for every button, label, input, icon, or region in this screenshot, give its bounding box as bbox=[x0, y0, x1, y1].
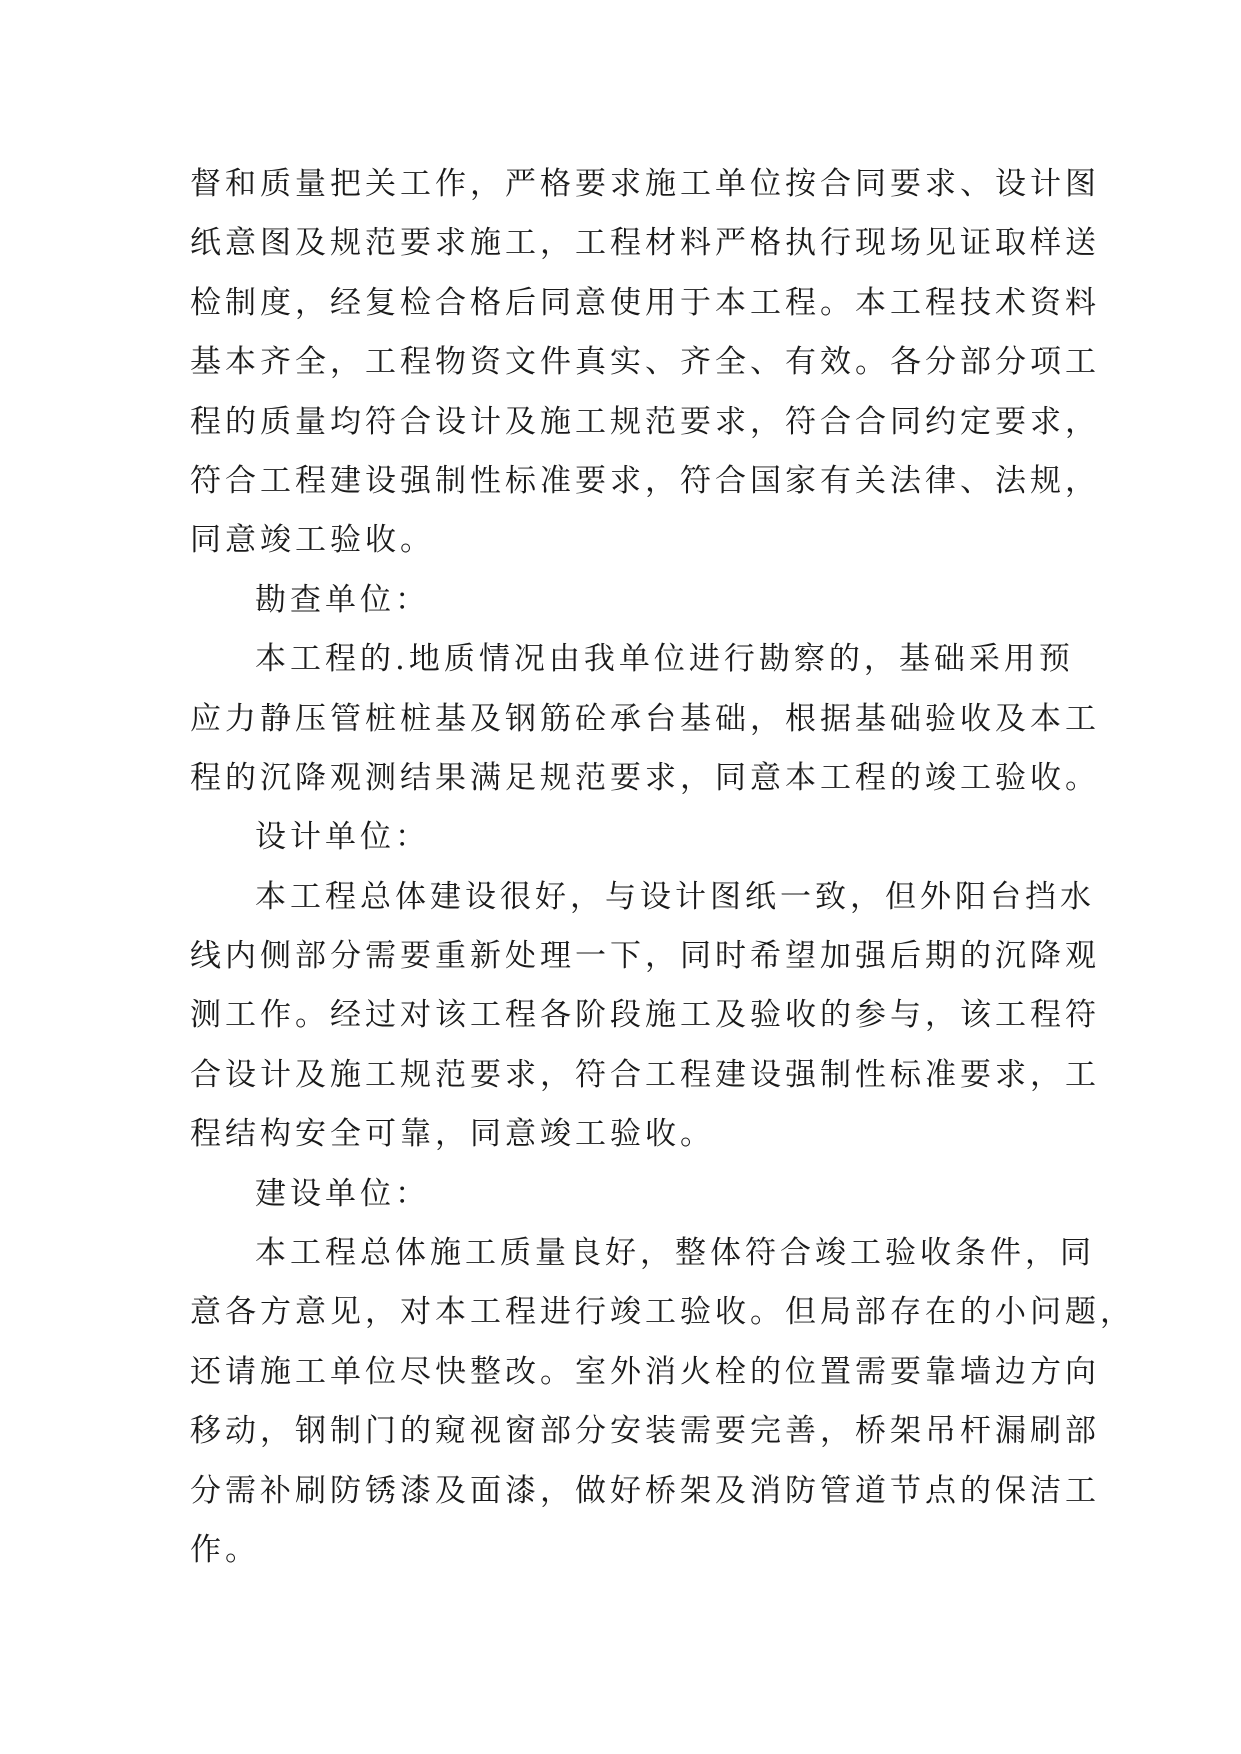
text-line: 作。 bbox=[190, 1531, 260, 1568]
text-line: 纸意图及规范要求施工，工程材料严格执行现场见证取样送 bbox=[190, 225, 1100, 262]
text-line: 督和质量把关工作，严格要求施工单位按合同要求、设计图 bbox=[190, 166, 1100, 202]
text-line: 测工作。经过对该工程各阶段施工及验收的参与，该工程符 bbox=[190, 997, 1100, 1034]
text-line: 移动，钢制门的窥视窗部分安装需要完善，桥架吊杆漏刷部 bbox=[190, 1413, 1100, 1450]
text-line: 分需补刷防锈漆及面漆，做好桥架及消防管道节点的保洁工 bbox=[190, 1472, 1100, 1509]
text-line: 意各方意见，对本工程进行竣工验收。但局部存在的小问题， bbox=[190, 1294, 1135, 1331]
section-heading-construction-unit: 建设单位： bbox=[255, 1175, 430, 1212]
text-line: 本工程的.地质情况由我单位进行勘察的，基础采用预 bbox=[255, 641, 1074, 678]
section-heading-survey-unit: 勘查单位： bbox=[255, 581, 430, 618]
text-line: 同意竣工验收。 bbox=[190, 522, 435, 559]
text-line: 程结构安全可靠，同意竣工验收。 bbox=[190, 1116, 715, 1153]
document-page bbox=[190, 155, 1135, 1580]
text-line: 程的质量均符合设计及施工规范要求，符合合同约定要求， bbox=[190, 403, 1100, 440]
section-heading-design-unit: 设计单位： bbox=[255, 819, 430, 856]
text-line: 应力静压管桩桩基及钢筋砼承台基础，根据基础验收及本工 bbox=[190, 700, 1100, 737]
text-line: 合设计及施工规范要求，符合工程建设强制性标准要求，工 bbox=[190, 1056, 1100, 1093]
text-line: 本工程总体施工质量良好，整体符合竣工验收条件，同 bbox=[255, 1235, 1095, 1272]
text-line: 符合工程建设强制性标准要求，符合国家有关法律、法规， bbox=[190, 462, 1100, 499]
text-line: 基本齐全，工程物资文件真实、齐全、有效。各分部分项工 bbox=[190, 344, 1100, 381]
text-line: 线内侧部分需要重新处理一下，同时希望加强后期的沉降观 bbox=[190, 938, 1100, 975]
text-line: 还请施工单位尽快整改。室外消火栓的位置需要靠墙边方向 bbox=[190, 1353, 1100, 1390]
text-line: 本工程总体建设很好，与设计图纸一致，但外阳台挡水 bbox=[255, 878, 1095, 915]
text-line: 程的沉降观测结果满足规范要求，同意本工程的竣工验收。 bbox=[190, 759, 1100, 796]
text-line: 检制度，经复检合格后同意使用于本工程。本工程技术资料 bbox=[190, 284, 1100, 321]
